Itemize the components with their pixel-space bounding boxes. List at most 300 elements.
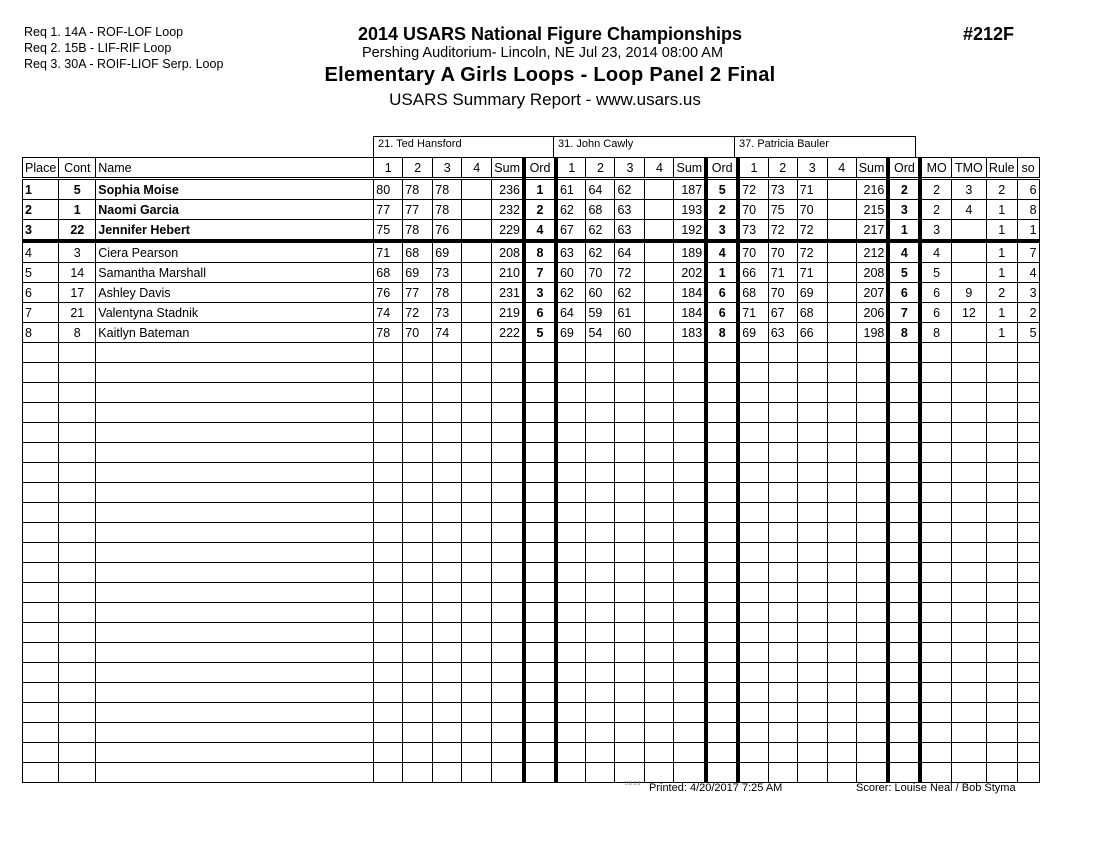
empty-cell	[524, 443, 556, 463]
empty-cell	[951, 683, 986, 703]
empty-cell	[797, 743, 827, 763]
empty-cell	[986, 343, 1017, 363]
empty-cell	[920, 483, 951, 503]
j1-col-sum: Sum	[492, 158, 524, 179]
empty-cell	[615, 543, 645, 563]
judge2-score-2: 70	[586, 263, 615, 283]
empty-cell	[856, 643, 888, 663]
judge3-score-4	[827, 283, 856, 303]
empty-row	[23, 623, 1040, 643]
judge1-score-2: 78	[403, 220, 433, 242]
empty-cell	[556, 583, 586, 603]
empty-row	[23, 743, 1040, 763]
empty-cell	[1017, 483, 1039, 503]
empty-cell	[23, 603, 59, 623]
empty-cell	[645, 503, 674, 523]
empty-cell	[1017, 403, 1039, 423]
judge2-score-4	[645, 263, 674, 283]
empty-row	[23, 443, 1040, 463]
empty-cell	[403, 403, 433, 423]
cont-cell: 22	[59, 220, 96, 242]
empty-cell	[738, 583, 768, 603]
requirement-3: Req 3. 30A - ROIF-LIOF Serp. Loop	[24, 57, 224, 71]
empty-cell	[462, 683, 492, 703]
empty-cell	[96, 363, 374, 383]
empty-cell	[615, 603, 645, 623]
j3-col-sum: Sum	[856, 158, 888, 179]
judge1-score-1: 77	[374, 200, 403, 220]
empty-cell	[556, 743, 586, 763]
empty-cell	[615, 703, 645, 723]
empty-cell	[586, 703, 615, 723]
empty-cell	[706, 363, 738, 383]
empty-cell	[462, 443, 492, 463]
empty-cell	[23, 583, 59, 603]
empty-cell	[645, 603, 674, 623]
empty-row	[23, 663, 1040, 683]
empty-cell	[856, 683, 888, 703]
empty-cell	[986, 423, 1017, 443]
empty-cell	[556, 763, 586, 783]
empty-cell	[986, 763, 1017, 783]
empty-cell	[433, 703, 462, 723]
results-table	[22, 157, 1040, 783]
name-cell: Samantha Marshall	[96, 263, 374, 283]
empty-cell	[951, 563, 986, 583]
table-row	[23, 303, 1040, 323]
col-tmo: TMO	[951, 158, 986, 179]
empty-cell	[374, 543, 403, 563]
j1-col-1: 1	[374, 158, 403, 179]
empty-row	[23, 603, 1040, 623]
empty-cell	[403, 543, 433, 563]
empty-cell	[586, 643, 615, 663]
empty-cell	[586, 723, 615, 743]
rule-cell: 1	[986, 263, 1017, 283]
empty-cell	[374, 403, 403, 423]
empty-cell	[374, 723, 403, 743]
empty-cell	[403, 343, 433, 363]
judge1-score-2: 70	[403, 323, 433, 343]
empty-cell	[951, 663, 986, 683]
empty-cell	[462, 643, 492, 663]
empty-cell	[674, 423, 706, 443]
empty-cell	[556, 543, 586, 563]
judge3-sum: 198	[856, 323, 888, 343]
judge2-sum: 183	[674, 323, 706, 343]
empty-row	[23, 343, 1040, 363]
cont-cell: 17	[59, 283, 96, 303]
judge2-score-4	[645, 200, 674, 220]
empty-cell	[615, 623, 645, 643]
empty-cell	[951, 703, 986, 723]
empty-cell	[59, 603, 96, 623]
rule-cell: 1	[986, 220, 1017, 242]
col-so: so	[1017, 158, 1039, 179]
judge3-score-4	[827, 303, 856, 323]
judge2-score-2: 60	[586, 283, 615, 303]
empty-cell	[586, 623, 615, 643]
empty-cell	[674, 403, 706, 423]
empty-cell	[951, 623, 986, 643]
empty-cell	[797, 703, 827, 723]
judge1-score-1: 80	[374, 179, 403, 200]
empty-cell	[374, 643, 403, 663]
empty-cell	[920, 443, 951, 463]
judge3-score-2: 71	[768, 263, 797, 283]
j1-col-2: 2	[403, 158, 433, 179]
empty-cell	[797, 763, 827, 783]
empty-cell	[738, 363, 768, 383]
empty-cell	[645, 423, 674, 443]
empty-cell	[738, 663, 768, 683]
empty-cell	[524, 343, 556, 363]
empty-cell	[645, 523, 674, 543]
empty-cell	[827, 603, 856, 623]
judge3-sum: 217	[856, 220, 888, 242]
judge1-sum: 231	[492, 283, 524, 303]
judge2-score-3: 62	[615, 283, 645, 303]
empty-cell	[433, 643, 462, 663]
j2-col-sum: Sum	[674, 158, 706, 179]
tmo-cell	[951, 263, 986, 283]
table-row	[23, 220, 1040, 242]
empty-cell	[462, 523, 492, 543]
judge1-score-4	[462, 303, 492, 323]
empty-cell	[920, 703, 951, 723]
empty-cell	[827, 343, 856, 363]
empty-cell	[615, 443, 645, 463]
empty-cell	[374, 763, 403, 783]
empty-cell	[645, 663, 674, 683]
empty-cell	[492, 423, 524, 443]
judge3-ord: 5	[888, 263, 920, 283]
judge3-sum: 207	[856, 283, 888, 303]
empty-cell	[856, 543, 888, 563]
empty-cell	[768, 523, 797, 543]
judge3-sum: 215	[856, 200, 888, 220]
empty-cell	[524, 703, 556, 723]
rule-cell: 1	[986, 241, 1017, 263]
empty-cell	[462, 423, 492, 443]
empty-cell	[856, 343, 888, 363]
empty-cell	[492, 683, 524, 703]
empty-cell	[888, 463, 920, 483]
empty-cell	[374, 383, 403, 403]
empty-cell	[920, 503, 951, 523]
judge2-score-2: 64	[586, 179, 615, 200]
judge1-score-2: 69	[403, 263, 433, 283]
empty-cell	[674, 723, 706, 743]
empty-cell	[827, 523, 856, 543]
empty-row	[23, 643, 1040, 663]
empty-cell	[888, 343, 920, 363]
empty-cell	[586, 443, 615, 463]
judge1-sum: 208	[492, 241, 524, 263]
judge1-score-4	[462, 283, 492, 303]
empty-cell	[706, 503, 738, 523]
empty-cell	[556, 683, 586, 703]
empty-row	[23, 703, 1040, 723]
empty-cell	[986, 363, 1017, 383]
empty-cell	[986, 583, 1017, 603]
judge1-score-4	[462, 263, 492, 283]
judge-header-3: 37. Patricia Bauler	[734, 136, 916, 158]
empty-cell	[856, 583, 888, 603]
cont-cell: 21	[59, 303, 96, 323]
empty-cell	[492, 343, 524, 363]
empty-cell	[23, 623, 59, 643]
empty-cell	[856, 763, 888, 783]
judge3-score-3: 70	[797, 200, 827, 220]
j2-col-1: 1	[556, 158, 586, 179]
empty-cell	[462, 563, 492, 583]
empty-cell	[827, 563, 856, 583]
empty-cell	[556, 383, 586, 403]
judge2-score-1: 62	[556, 283, 586, 303]
judge2-score-3: 64	[615, 241, 645, 263]
empty-cell	[920, 583, 951, 603]
empty-cell	[738, 763, 768, 783]
empty-cell	[556, 463, 586, 483]
empty-cell	[586, 743, 615, 763]
judge1-ord: 1	[524, 179, 556, 200]
empty-cell	[23, 363, 59, 383]
judge2-score-1: 63	[556, 241, 586, 263]
empty-cell	[433, 623, 462, 643]
judge1-score-1: 75	[374, 220, 403, 242]
judge3-score-1: 66	[738, 263, 768, 283]
empty-cell	[706, 583, 738, 603]
col-name: Name	[96, 158, 374, 179]
column-header-row	[23, 158, 1040, 179]
empty-cell	[768, 483, 797, 503]
empty-cell	[23, 443, 59, 463]
empty-cell	[706, 663, 738, 683]
judge3-score-1: 73	[738, 220, 768, 242]
empty-cell	[403, 703, 433, 723]
empty-cell	[433, 583, 462, 603]
empty-cell	[403, 763, 433, 783]
judge2-ord: 6	[706, 303, 738, 323]
empty-cell	[645, 463, 674, 483]
empty-cell	[556, 523, 586, 543]
judge3-score-1: 68	[738, 283, 768, 303]
empty-cell	[920, 643, 951, 663]
empty-cell	[524, 563, 556, 583]
empty-cell	[951, 503, 986, 523]
empty-cell	[374, 663, 403, 683]
empty-cell	[586, 543, 615, 563]
rule-cell: 2	[986, 283, 1017, 303]
empty-cell	[403, 523, 433, 543]
empty-cell	[403, 623, 433, 643]
rule-cell: 2	[986, 179, 1017, 200]
empty-cell	[888, 423, 920, 443]
empty-cell	[827, 683, 856, 703]
empty-cell	[462, 343, 492, 363]
empty-cell	[797, 623, 827, 643]
empty-cell	[462, 763, 492, 783]
empty-cell	[462, 583, 492, 603]
empty-cell	[827, 723, 856, 743]
empty-cell	[403, 643, 433, 663]
empty-cell	[492, 503, 524, 523]
empty-cell	[986, 463, 1017, 483]
empty-cell	[462, 623, 492, 643]
empty-cell	[492, 763, 524, 783]
empty-cell	[403, 483, 433, 503]
empty-cell	[96, 603, 374, 623]
empty-cell	[856, 563, 888, 583]
empty-cell	[827, 403, 856, 423]
empty-cell	[856, 363, 888, 383]
empty-cell	[827, 363, 856, 383]
j2-col-3: 3	[615, 158, 645, 179]
empty-cell	[556, 563, 586, 583]
empty-cell	[403, 663, 433, 683]
empty-cell	[768, 683, 797, 703]
empty-cell	[1017, 343, 1039, 363]
empty-cell	[1017, 703, 1039, 723]
empty-cell	[615, 503, 645, 523]
judge1-score-1: 74	[374, 303, 403, 323]
empty-cell	[888, 503, 920, 523]
empty-cell	[888, 643, 920, 663]
empty-cell	[433, 503, 462, 523]
empty-cell	[738, 503, 768, 523]
empty-cell	[96, 403, 374, 423]
empty-cell	[23, 423, 59, 443]
judge3-ord: 8	[888, 323, 920, 343]
empty-cell	[706, 523, 738, 543]
judge3-score-3: 69	[797, 283, 827, 303]
empty-cell	[586, 523, 615, 543]
empty-cell	[374, 623, 403, 643]
empty-cell	[706, 403, 738, 423]
judge3-score-2: 70	[768, 241, 797, 263]
judge2-ord: 6	[706, 283, 738, 303]
empty-cell	[951, 743, 986, 763]
judge1-ord: 5	[524, 323, 556, 343]
empty-cell	[768, 363, 797, 383]
tmo-cell	[951, 241, 986, 263]
judge3-sum: 212	[856, 241, 888, 263]
empty-cell	[738, 343, 768, 363]
empty-cell	[556, 723, 586, 743]
empty-cell	[492, 563, 524, 583]
empty-cell	[1017, 623, 1039, 643]
judge2-ord: 5	[706, 179, 738, 200]
empty-cell	[556, 423, 586, 443]
j1-col-ord: Ord	[524, 158, 556, 179]
empty-row	[23, 523, 1040, 543]
empty-cell	[706, 683, 738, 703]
empty-cell	[23, 723, 59, 743]
judge1-sum: 210	[492, 263, 524, 283]
empty-cell	[59, 523, 96, 543]
judge1-ord: 4	[524, 220, 556, 242]
empty-cell	[645, 383, 674, 403]
empty-cell	[856, 423, 888, 443]
empty-cell	[586, 763, 615, 783]
empty-cell	[492, 663, 524, 683]
empty-cell	[986, 603, 1017, 623]
empty-cell	[59, 463, 96, 483]
empty-cell	[23, 703, 59, 723]
empty-cell	[674, 363, 706, 383]
empty-cell	[615, 403, 645, 423]
judge2-score-4	[645, 303, 674, 323]
table-row	[23, 283, 1040, 303]
empty-cell	[374, 483, 403, 503]
empty-cell	[920, 723, 951, 743]
empty-cell	[674, 743, 706, 763]
empty-cell	[888, 563, 920, 583]
name-cell: Naomi Garcia	[96, 200, 374, 220]
empty-cell	[492, 483, 524, 503]
empty-cell	[738, 603, 768, 623]
judge2-score-2: 62	[586, 220, 615, 242]
empty-cell	[645, 343, 674, 363]
empty-cell	[768, 643, 797, 663]
empty-cell	[615, 483, 645, 503]
empty-cell	[797, 503, 827, 523]
empty-cell	[1017, 543, 1039, 563]
empty-cell	[738, 383, 768, 403]
judge1-score-3: 78	[433, 283, 462, 303]
empty-cell	[674, 623, 706, 643]
empty-row	[23, 503, 1040, 523]
empty-cell	[23, 483, 59, 503]
judge3-score-4	[827, 179, 856, 200]
place-cell: 8	[23, 323, 59, 343]
empty-cell	[920, 463, 951, 483]
empty-cell	[59, 423, 96, 443]
empty-cell	[797, 603, 827, 623]
empty-cell	[462, 723, 492, 743]
name-cell: Sophia Moise	[96, 179, 374, 200]
so-cell: 8	[1017, 200, 1039, 220]
empty-cell	[674, 643, 706, 663]
empty-cell	[1017, 463, 1039, 483]
judge1-score-2: 77	[403, 283, 433, 303]
empty-cell	[492, 443, 524, 463]
empty-cell	[645, 723, 674, 743]
empty-cell	[403, 443, 433, 463]
judge1-score-1: 71	[374, 241, 403, 263]
place-cell: 6	[23, 283, 59, 303]
mo-cell: 3	[920, 220, 951, 242]
empty-cell	[706, 723, 738, 743]
judge1-score-2: 77	[403, 200, 433, 220]
rule-cell: 1	[986, 323, 1017, 343]
empty-cell	[674, 683, 706, 703]
mo-cell: 8	[920, 323, 951, 343]
empty-cell	[738, 723, 768, 743]
judge1-ord: 8	[524, 241, 556, 263]
judge2-score-1: 67	[556, 220, 586, 242]
cont-cell: 14	[59, 263, 96, 283]
empty-cell	[433, 403, 462, 423]
judge3-ord: 6	[888, 283, 920, 303]
empty-cell	[96, 543, 374, 563]
empty-cell	[674, 563, 706, 583]
mo-cell: 6	[920, 303, 951, 323]
empty-cell	[524, 763, 556, 783]
empty-cell	[59, 643, 96, 663]
empty-cell	[524, 683, 556, 703]
